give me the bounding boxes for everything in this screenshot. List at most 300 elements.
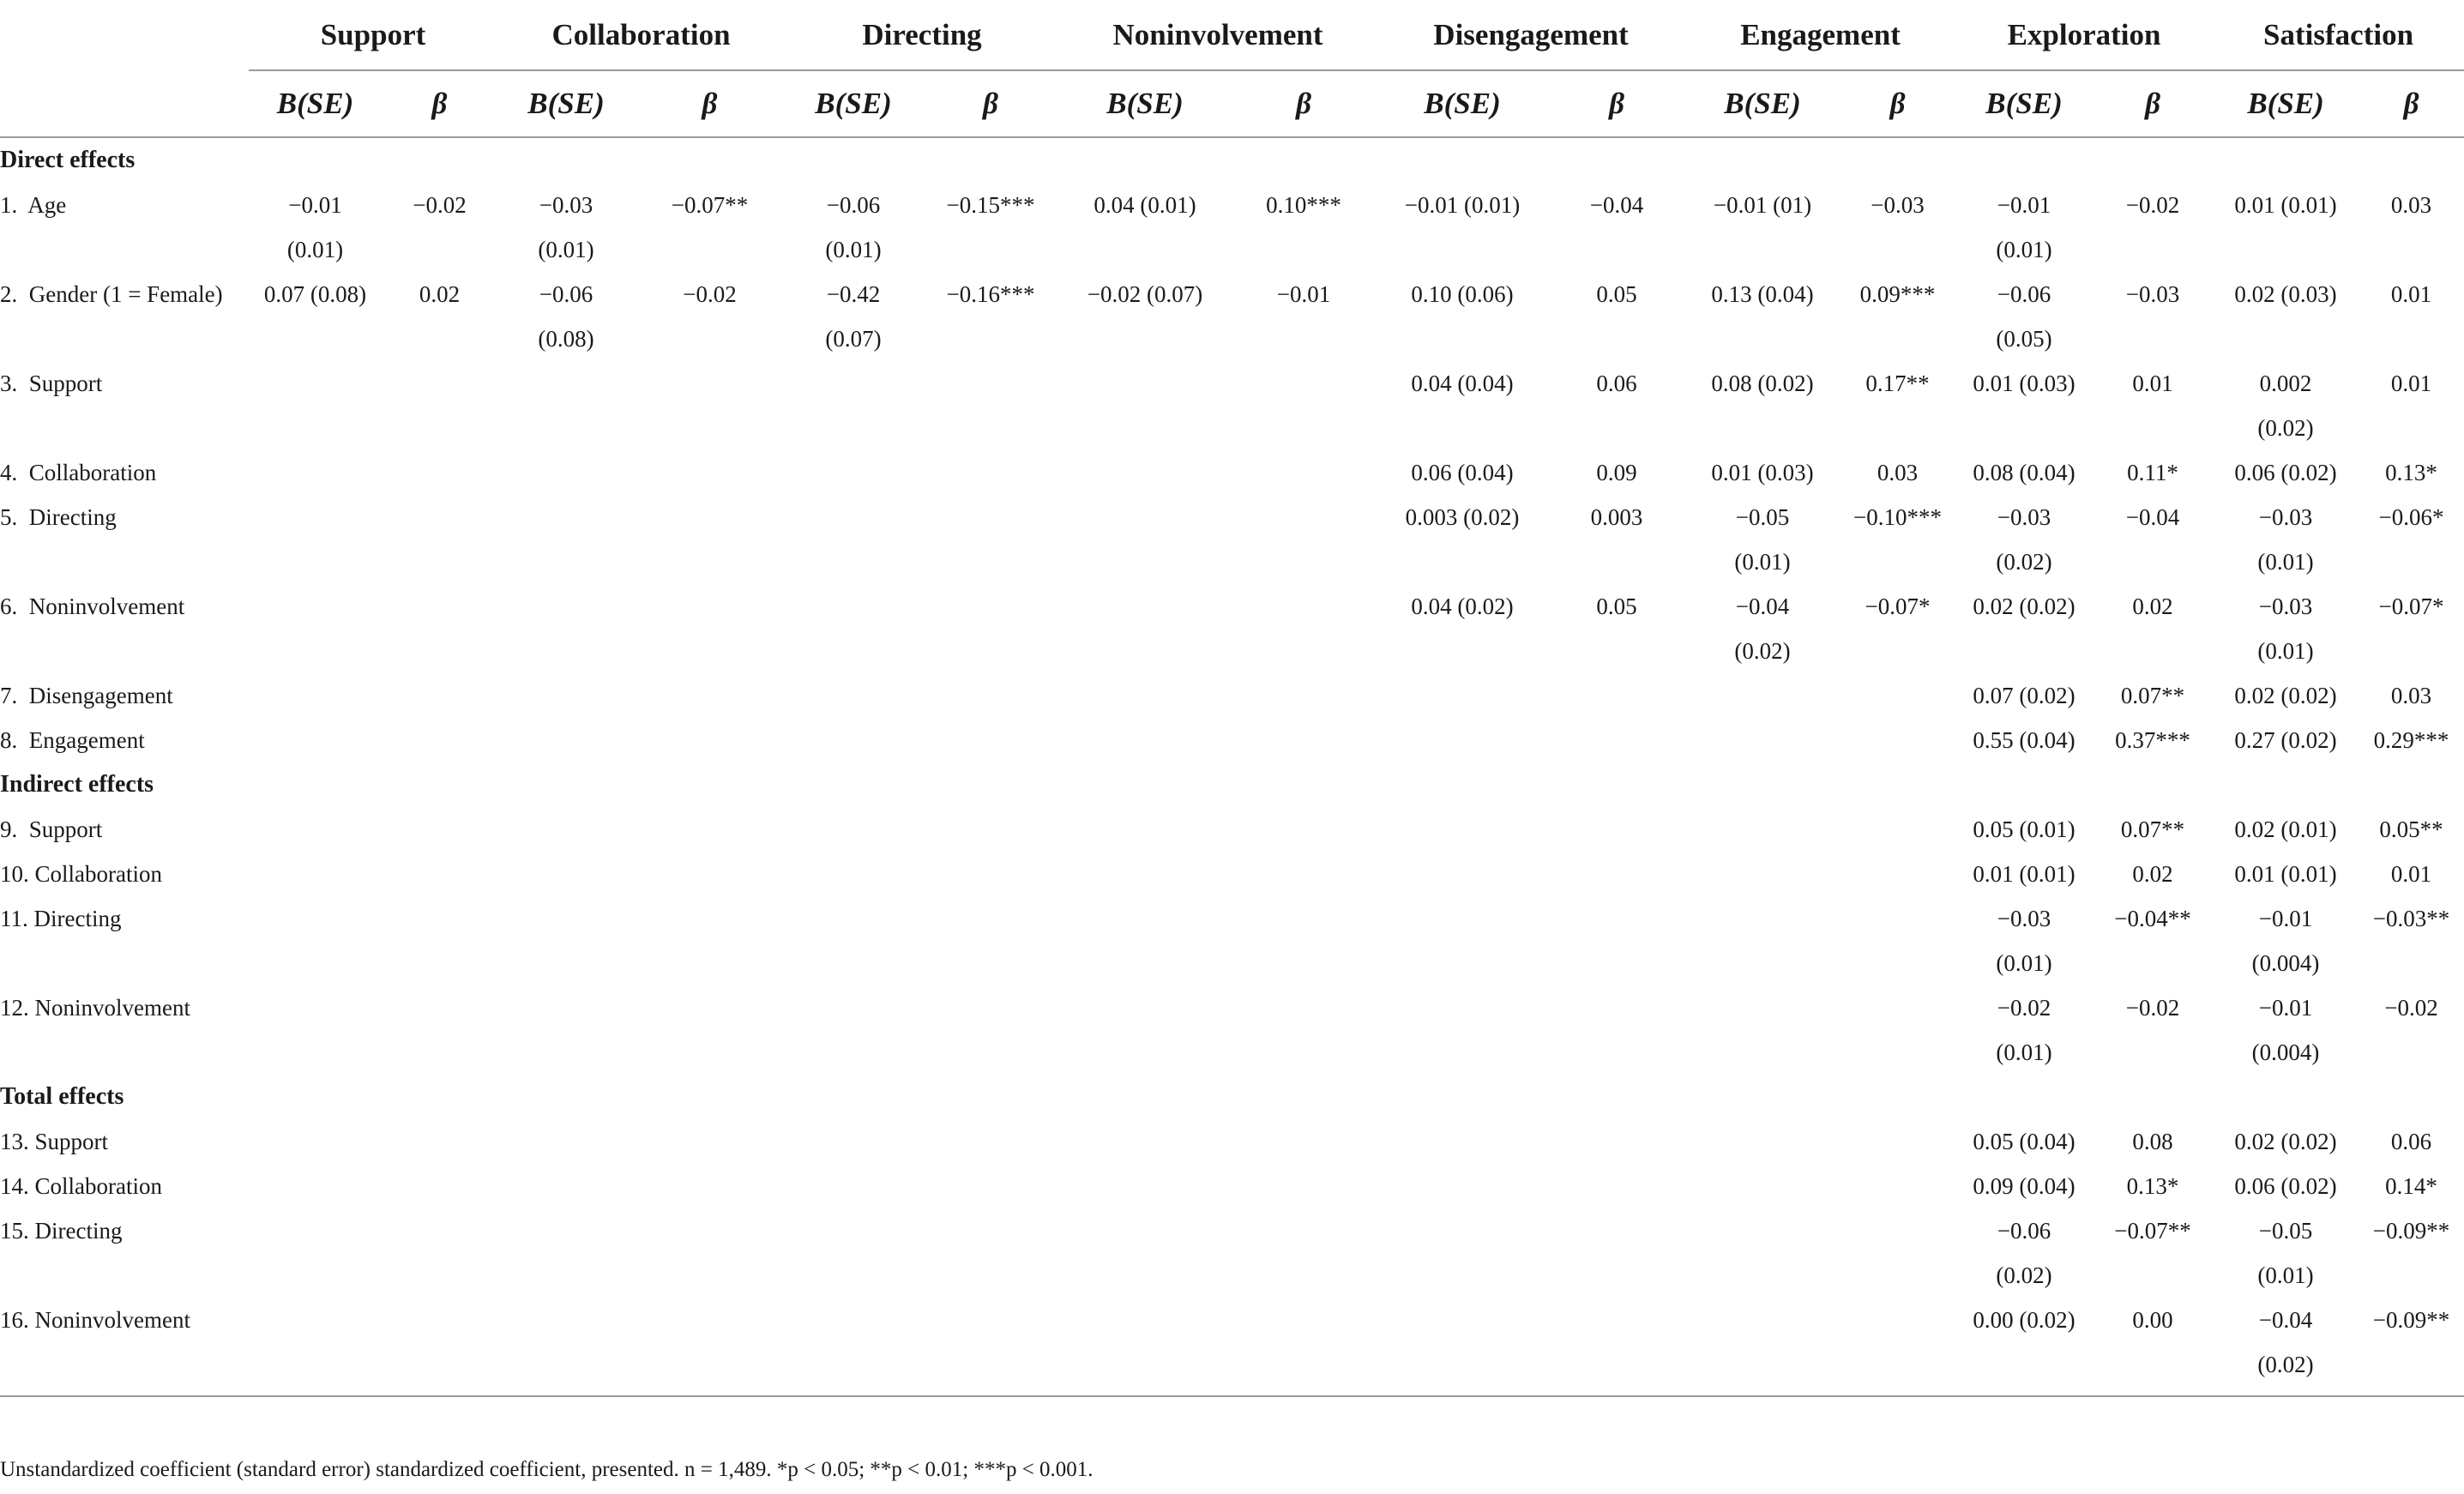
- beta-cell: [1548, 1298, 1685, 1396]
- b-se-cell: [785, 272, 922, 361]
- group-header: Satisfaction: [2213, 0, 2464, 70]
- beta-cell: [2359, 807, 2464, 852]
- b-se-cell: [249, 183, 382, 272]
- cell-value: (0.01): [1996, 1039, 2052, 1065]
- row-label-header: [0, 0, 249, 70]
- table-row: [0, 1119, 2464, 1164]
- b-se-cell: [249, 1164, 382, 1208]
- beta-cell: [922, 985, 1059, 1075]
- beta-cell: [635, 985, 785, 1075]
- cell-value: 0.06: [2390, 1129, 2432, 1154]
- beta-cell: [1548, 896, 1685, 985]
- b-se-cell: [1377, 852, 1548, 896]
- beta-cell: [382, 985, 497, 1075]
- row-label: 12. Noninvolvement: [0, 995, 190, 1021]
- b-se-cell: [785, 673, 922, 718]
- cell-value: −0.16***: [946, 281, 1035, 307]
- cell-value: 0.01 (0.03): [1973, 370, 2075, 396]
- cell-value: 0.06 (0.02): [2234, 460, 2337, 485]
- beta-cell: [1231, 1298, 1377, 1396]
- beta-cell: [635, 718, 785, 762]
- cell-value: −0.03: [2258, 593, 2313, 619]
- b-se-cell: [785, 985, 922, 1075]
- b-se-cell: [1059, 673, 1231, 718]
- cell-value: 0.01 (0.01): [2234, 861, 2337, 887]
- b-se-cell: [785, 718, 922, 762]
- cell-value: (0.02): [1734, 638, 1791, 664]
- beta-cell: [1548, 718, 1685, 762]
- group-header: Directing: [785, 0, 1059, 70]
- cell-value: −0.09**: [2372, 1218, 2450, 1244]
- b-se-cell: [249, 807, 382, 852]
- b-se-cell: [1377, 1208, 1548, 1298]
- beta-cell: [635, 1208, 785, 1298]
- beta-cell: [1231, 1208, 1377, 1298]
- cell-value: 0.13*: [2385, 460, 2437, 485]
- beta-cell: [1548, 450, 1685, 495]
- beta-cell: [382, 361, 497, 450]
- beta-cell: [1840, 361, 1955, 450]
- cell-value: (0.01): [1996, 950, 2052, 976]
- cell-value: 0.13*: [2126, 1173, 2179, 1199]
- b-se-cell: [1377, 450, 1548, 495]
- beta-cell: [635, 896, 785, 985]
- b-se-subheader: B(SE): [497, 70, 635, 137]
- cell-value: 0.00 (0.02): [1973, 1307, 2075, 1333]
- beta-cell: [922, 361, 1059, 450]
- cell-value: 0.09: [1596, 460, 1637, 485]
- cell-value: 0.003 (0.02): [1405, 504, 1520, 530]
- cell-value: 0.55 (0.04): [1973, 727, 2075, 753]
- table-row: [0, 718, 2464, 762]
- row-label: 8. Engagement: [0, 727, 145, 753]
- cell-value: −0.04: [2258, 1307, 2313, 1333]
- beta-cell: [1548, 183, 1685, 272]
- beta-cell: [635, 450, 785, 495]
- beta-cell: [382, 450, 497, 495]
- beta-cell: [382, 896, 497, 985]
- b-se-cell: [497, 1119, 635, 1164]
- beta-cell: [2359, 1164, 2464, 1208]
- cell-value: −0.03: [1997, 906, 2051, 931]
- table-row: [0, 183, 2464, 272]
- cell-value: −0.09**: [2372, 1307, 2450, 1333]
- beta-cell: [1231, 807, 1377, 852]
- b-se-cell: [1955, 1164, 2093, 1208]
- beta-cell: [2359, 673, 2464, 718]
- cell-value: 0.02 (0.02): [1973, 593, 2075, 619]
- b-se-subheader: B(SE): [2213, 70, 2359, 137]
- beta-cell: [1840, 450, 1955, 495]
- cell-value: (0.004): [2251, 1039, 2320, 1065]
- cell-value: (0.05): [1996, 326, 2052, 352]
- cell-value: 0.13 (0.04): [1711, 281, 1814, 307]
- b-se-cell: [785, 584, 922, 673]
- group-header: Collaboration: [497, 0, 785, 70]
- beta-cell: [1840, 1164, 1955, 1208]
- row-label: 2. Gender (1 = Female): [0, 281, 223, 307]
- beta-cell: [1840, 584, 1955, 673]
- b-se-cell: [785, 361, 922, 450]
- b-se-cell: [2213, 896, 2359, 985]
- b-se-subheader: B(SE): [1377, 70, 1548, 137]
- beta-cell: [2359, 183, 2464, 272]
- cell-value: 0.05: [1596, 593, 1637, 619]
- b-se-cell: [497, 361, 635, 450]
- b-se-cell: [497, 985, 635, 1075]
- cell-value: 0.07**: [2120, 816, 2185, 842]
- row-label: 9. Support: [0, 816, 103, 842]
- b-se-cell: [1955, 807, 2093, 852]
- b-se-cell: [1955, 852, 2093, 896]
- b-se-cell: [249, 1298, 382, 1396]
- cell-value: 0.04 (0.02): [1411, 593, 1514, 619]
- cell-value: 0.01 (0.03): [1711, 460, 1814, 485]
- b-se-cell: [1685, 495, 1840, 584]
- section-label: Indirect effects: [0, 771, 154, 798]
- cell-value: −0.02: [2384, 995, 2438, 1021]
- cell-value: (0.01): [2257, 549, 2314, 575]
- b-se-cell: [1377, 584, 1548, 673]
- b-se-cell: [497, 495, 635, 584]
- cell-value: 0.10***: [1266, 192, 1341, 218]
- beta-cell: [2359, 1119, 2464, 1164]
- cell-value: 0.02 (0.02): [2234, 683, 2337, 708]
- section-row: [0, 762, 2464, 807]
- row-label: 1. Age: [0, 192, 67, 218]
- b-se-subheader: B(SE): [785, 70, 922, 137]
- cell-value: 0.08 (0.02): [1711, 370, 1814, 396]
- row-label: 14. Collaboration: [0, 1173, 162, 1199]
- b-se-cell: [1059, 718, 1231, 762]
- b-se-cell: [1377, 673, 1548, 718]
- beta-cell: [922, 183, 1059, 272]
- b-se-cell: [785, 1208, 922, 1298]
- b-se-cell: [249, 361, 382, 450]
- cell-value: 0.02: [419, 281, 461, 307]
- b-se-cell: [1685, 896, 1840, 985]
- table-row: [0, 673, 2464, 718]
- beta-cell: [1840, 896, 1955, 985]
- cell-value: (0.01): [286, 237, 344, 262]
- cell-value: 0.07 (0.08): [263, 281, 367, 307]
- beta-cell: [382, 1298, 497, 1396]
- b-se-cell: [1955, 450, 2093, 495]
- cell-value: 0.003: [1590, 504, 1643, 530]
- b-se-cell: [497, 807, 635, 852]
- cell-value: 0.08 (0.04): [1973, 460, 2075, 485]
- beta-subheader: β: [382, 70, 497, 137]
- table-row: [0, 495, 2464, 584]
- beta-cell: [2093, 584, 2213, 673]
- b-se-cell: [2213, 272, 2359, 361]
- beta-cell: [1231, 985, 1377, 1075]
- beta-cell: [922, 1208, 1059, 1298]
- table-footnote: Unstandardized coefficient (standard error) standardized coefficient, presented. n = 1,489. *p < 0.05; **p < 0.01; ***p < 0.001.: [0, 1458, 1093, 1481]
- cell-value: 0.05 (0.01): [1973, 816, 2075, 842]
- beta-subheader: β: [1548, 70, 1685, 137]
- beta-cell: [922, 1164, 1059, 1208]
- cell-value: (0.01): [2257, 1262, 2314, 1288]
- b-se-cell: [1955, 1298, 2093, 1396]
- cell-value: −0.01: [2258, 995, 2313, 1021]
- b-se-cell: [497, 450, 635, 495]
- beta-cell: [635, 361, 785, 450]
- beta-subheader: β: [2093, 70, 2213, 137]
- cell-value: −0.01: [1276, 281, 1331, 307]
- table-row: [0, 450, 2464, 495]
- cell-value: −0.02: [2125, 995, 2180, 1021]
- b-se-cell: [1059, 852, 1231, 896]
- cell-value: −0.06: [826, 192, 881, 218]
- b-se-cell: [249, 450, 382, 495]
- b-se-cell: [2213, 1208, 2359, 1298]
- cell-value: −0.04: [1735, 593, 1790, 619]
- b-se-cell: [1059, 361, 1231, 450]
- beta-cell: [2093, 495, 2213, 584]
- beta-cell: [2093, 1208, 2213, 1298]
- beta-cell: [635, 852, 785, 896]
- cell-value: 0.04 (0.01): [1093, 192, 1196, 218]
- b-se-cell: [1685, 584, 1840, 673]
- beta-cell: [922, 718, 1059, 762]
- b-se-cell: [1685, 361, 1840, 450]
- b-se-cell: [1377, 718, 1548, 762]
- beta-cell: [1231, 495, 1377, 584]
- row-label: 5. Directing: [0, 504, 117, 530]
- table-row: [0, 896, 2464, 985]
- beta-cell: [922, 272, 1059, 361]
- b-se-subheader: B(SE): [1955, 70, 2093, 137]
- group-header: Exploration: [1955, 0, 2213, 70]
- beta-cell: [1840, 673, 1955, 718]
- cell-value: (0.01): [1734, 549, 1791, 575]
- table-row: [0, 1298, 2464, 1396]
- beta-subheader: β: [1231, 70, 1377, 137]
- beta-cell: [1840, 1208, 1955, 1298]
- beta-cell: [1840, 1298, 1955, 1396]
- cell-value: 0.03: [1877, 460, 1919, 485]
- beta-cell: [2359, 1298, 2464, 1396]
- cell-value: (0.08): [538, 326, 594, 352]
- b-se-cell: [2213, 361, 2359, 450]
- row-label: 16. Noninvolvement: [0, 1298, 249, 1396]
- beta-cell: [2359, 495, 2464, 584]
- cell-value: 0.37***: [2115, 727, 2190, 753]
- b-se-cell: [2213, 1164, 2359, 1208]
- beta-cell: [1231, 673, 1377, 718]
- cell-value: −0.03: [2125, 281, 2180, 307]
- b-se-cell: [1377, 1119, 1548, 1164]
- beta-cell: [382, 673, 497, 718]
- b-se-cell: [2213, 985, 2359, 1075]
- beta-cell: [922, 1119, 1059, 1164]
- beta-cell: [1840, 183, 1955, 272]
- b-se-cell: [497, 272, 635, 361]
- beta-cell: [2093, 272, 2213, 361]
- beta-cell: [382, 718, 497, 762]
- table-row: [0, 584, 2464, 673]
- beta-cell: [1231, 1164, 1377, 1208]
- beta-cell: [1231, 584, 1377, 673]
- cell-value: −0.07*: [2378, 593, 2444, 619]
- cell-value: −0.01: [2258, 906, 2313, 931]
- cell-value: (0.07): [825, 326, 882, 352]
- b-se-cell: [1955, 673, 2093, 718]
- beta-cell: [922, 1298, 1059, 1396]
- table-row: [0, 852, 2464, 896]
- b-se-cell: [249, 985, 382, 1075]
- beta-cell: [635, 1164, 785, 1208]
- beta-cell: [922, 896, 1059, 985]
- cell-value: (0.004): [2251, 950, 2320, 976]
- b-se-subheader: B(SE): [1059, 70, 1231, 137]
- beta-cell: [2359, 584, 2464, 673]
- cell-value: 0.01 (0.01): [1973, 861, 2075, 887]
- b-se-cell: [785, 183, 922, 272]
- beta-cell: [1840, 272, 1955, 361]
- cell-value: 0.03: [2390, 683, 2432, 708]
- b-se-cell: [1059, 985, 1231, 1075]
- subheader-row: [0, 70, 2464, 137]
- beta-subheader: β: [1840, 70, 1955, 137]
- cell-value: −0.03: [1997, 504, 2051, 530]
- row-label: 15. Directing: [0, 1218, 123, 1244]
- b-se-cell: [2213, 807, 2359, 852]
- b-se-cell: [1685, 1298, 1840, 1396]
- group-header: Disengagement: [1377, 0, 1685, 70]
- beta-cell: [1231, 361, 1377, 450]
- b-se-cell: [1059, 584, 1231, 673]
- beta-cell: [2359, 896, 2464, 985]
- table-row: [0, 1164, 2464, 1208]
- beta-cell: [1548, 985, 1685, 1075]
- beta-cell: [1548, 272, 1685, 361]
- row-label: 4. Collaboration: [0, 460, 157, 485]
- beta-cell: [1548, 1208, 1685, 1298]
- cell-value: −0.01 (01): [1713, 192, 1812, 218]
- cell-value: 0.06 (0.04): [1411, 460, 1514, 485]
- b-se-cell: [2213, 1119, 2359, 1164]
- beta-cell: [1231, 183, 1377, 272]
- cell-value: 0.02: [2132, 593, 2173, 619]
- b-se-cell: [497, 584, 635, 673]
- beta-cell: [382, 1164, 497, 1208]
- b-se-cell: [2213, 495, 2359, 584]
- b-se-cell: [249, 495, 382, 584]
- beta-cell: [1840, 852, 1955, 896]
- b-se-cell: [249, 852, 382, 896]
- beta-cell: [2093, 1298, 2213, 1396]
- cell-value: 0.29***: [2373, 727, 2449, 753]
- table-row: [0, 807, 2464, 852]
- row-label-subheader: [0, 70, 249, 137]
- cell-value: 0.06 (0.02): [2234, 1173, 2337, 1199]
- b-se-cell: [2213, 183, 2359, 272]
- beta-cell: [635, 673, 785, 718]
- b-se-cell: [1955, 183, 2093, 272]
- beta-cell: [1548, 852, 1685, 896]
- b-se-cell: [1059, 495, 1231, 584]
- beta-cell: [922, 584, 1059, 673]
- group-header: Engagement: [1685, 0, 1955, 70]
- beta-cell: [2093, 673, 2213, 718]
- beta-cell: [382, 1119, 497, 1164]
- cell-value: (0.01): [538, 237, 594, 262]
- b-se-cell: [2213, 584, 2359, 673]
- beta-cell: [2093, 896, 2213, 985]
- b-se-cell: [1685, 718, 1840, 762]
- cell-value: −0.07**: [2114, 1218, 2191, 1244]
- section-row: [0, 1075, 2464, 1119]
- cell-value: 0.17**: [1865, 370, 1930, 396]
- table-body: [0, 137, 2464, 1396]
- cell-value: 0.02 (0.02): [2234, 1129, 2337, 1154]
- beta-cell: [2359, 361, 2464, 450]
- b-se-cell: [249, 896, 382, 985]
- b-se-cell: [1685, 1208, 1840, 1298]
- cell-value: 0.01: [2390, 861, 2432, 887]
- beta-cell: [2093, 985, 2213, 1075]
- section-label: Total effects: [0, 1083, 124, 1110]
- b-se-cell: [249, 718, 382, 762]
- b-se-cell: [1685, 450, 1840, 495]
- row-label: 6. Noninvolvement: [0, 593, 185, 619]
- beta-cell: [635, 1119, 785, 1164]
- beta-cell: [2093, 718, 2213, 762]
- cell-value: (0.02): [2257, 1352, 2314, 1377]
- cell-value: −0.04: [1589, 192, 1644, 218]
- beta-cell: [1231, 896, 1377, 985]
- cell-value: 0.02: [2132, 861, 2173, 887]
- beta-cell: [635, 807, 785, 852]
- b-se-cell: [249, 673, 382, 718]
- b-se-cell: [785, 1119, 922, 1164]
- b-se-cell: [1059, 272, 1231, 361]
- b-se-cell: [785, 852, 922, 896]
- beta-cell: [2359, 985, 2464, 1075]
- cell-value: (0.01): [1996, 237, 2052, 262]
- beta-cell: [1231, 852, 1377, 896]
- beta-cell: [2359, 1208, 2464, 1298]
- cell-value: −0.10***: [1853, 504, 1943, 530]
- b-se-cell: [1377, 1298, 1548, 1396]
- b-se-cell: [1059, 450, 1231, 495]
- beta-cell: [1548, 361, 1685, 450]
- table-row: [0, 272, 2464, 361]
- row-label: 13. Support: [0, 1129, 109, 1154]
- beta-cell: [382, 1208, 497, 1298]
- b-se-cell: [249, 1119, 382, 1164]
- beta-cell: [2093, 1119, 2213, 1164]
- beta-cell: [635, 272, 785, 361]
- cell-value: −0.06: [1997, 1218, 2051, 1244]
- beta-cell: [1840, 985, 1955, 1075]
- b-se-cell: [1059, 807, 1231, 852]
- cell-value: (0.02): [1996, 1262, 2052, 1288]
- b-se-cell: [1685, 1164, 1840, 1208]
- b-se-cell: [1955, 985, 2093, 1075]
- cell-value: 0.01 (0.01): [2234, 192, 2337, 218]
- beta-cell: [1548, 495, 1685, 584]
- cell-value: 0.06: [1596, 370, 1637, 396]
- beta-cell: [1231, 718, 1377, 762]
- b-se-cell: [497, 183, 635, 272]
- b-se-cell: [785, 1164, 922, 1208]
- beta-cell: [635, 584, 785, 673]
- group-header-row: [0, 0, 2464, 70]
- cell-value: −0.02: [413, 192, 467, 218]
